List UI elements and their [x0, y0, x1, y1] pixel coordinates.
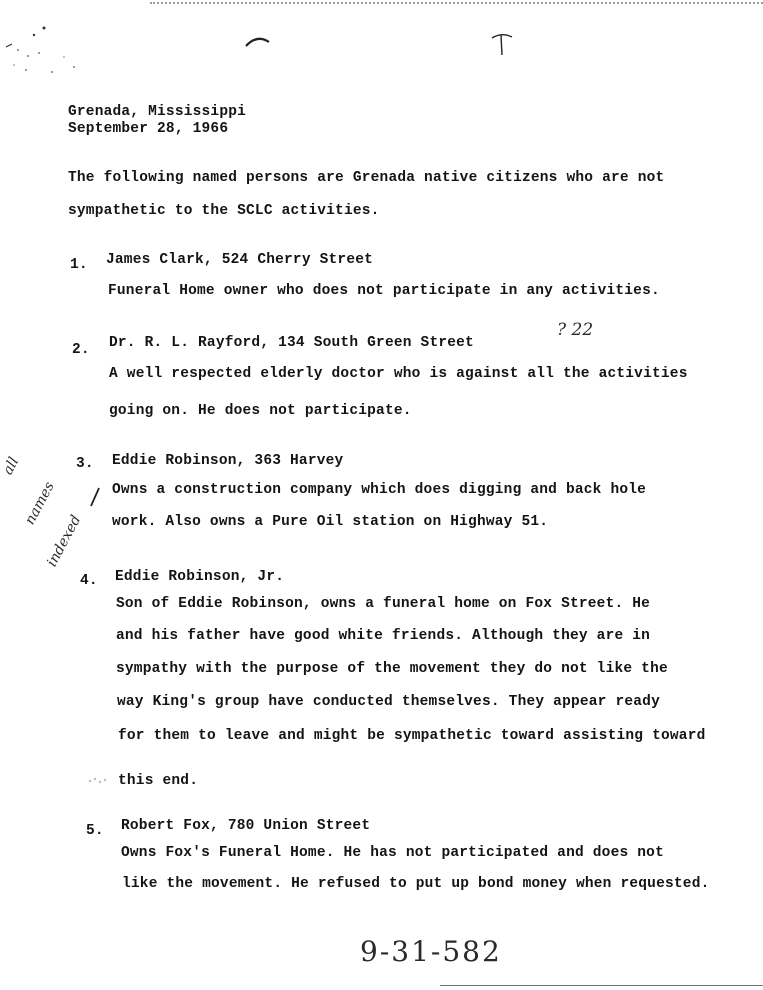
entry-number: 3.: [76, 456, 94, 472]
entry-line: this end.: [118, 773, 199, 789]
header-date: September 28, 1966: [68, 121, 229, 137]
entry-line: work. Also owns a Pure Oil station on Highway 51.: [112, 514, 549, 530]
entry-line: sympathy with the purpose of the movement they do not like the: [116, 661, 668, 677]
entry-name: James Clark, 524 Cherry Street: [106, 252, 374, 268]
entry-number: 4.: [80, 573, 98, 589]
entry-line: Owns a construction company which does digging and back hole: [112, 482, 647, 498]
entry-line: like the movement. He refused to put up bond money when requested.: [122, 876, 710, 892]
entry-name: Dr. R. L. Rayford, 134 South Green Street: [109, 335, 474, 351]
header-place: Grenada, Mississippi: [68, 104, 247, 120]
entry-number: 1.: [70, 257, 88, 273]
faded-smudge: [86, 774, 110, 788]
handwritten-slash-mark: [88, 486, 102, 508]
entry-name: Robert Fox, 780 Union Street: [121, 818, 371, 834]
punch-mark-right: [488, 30, 518, 58]
corner-specks: [4, 25, 84, 85]
entry-line: Funeral Home owner who does not participate in any activities.: [108, 283, 660, 299]
entry-line: Owns Fox's Funeral Home. He has not participated and does not: [121, 845, 664, 861]
bottom-edge-rule: [440, 985, 763, 986]
entry-number: 5.: [86, 823, 104, 839]
entry-line: way King's group have conducted themselves. They appear ready: [117, 694, 660, 710]
intro-line: The following named persons are Grenada native citizens who are not: [68, 170, 665, 186]
entry-line: Son of Eddie Robinson, owns a funeral home on Fox Street. He: [116, 596, 651, 612]
entry-line: A well respected elderly doctor who is against all the activities: [109, 366, 688, 382]
entry-line: going on. He does not participate.: [109, 403, 412, 419]
entry-number: 2.: [72, 342, 90, 358]
handwritten-margin-note: all: [0, 454, 23, 478]
entry-line: for them to leave and might be sympathetic toward assisting toward: [118, 728, 706, 744]
entry-name: Eddie Robinson, 363 Harvey: [112, 453, 344, 469]
punch-mark-left: [243, 32, 273, 52]
handwritten-margin-note: names: [22, 479, 58, 528]
entry-name: Eddie Robinson, Jr.: [115, 569, 285, 585]
top-dotted-edge: [150, 2, 763, 4]
handwritten-file-number: 9-31-582: [360, 935, 502, 968]
entry-line: and his father have good white friends. Although they are in: [116, 628, 651, 644]
handwritten-rayford-note: ? 22: [557, 320, 594, 340]
handwritten-margin-note: indexed: [44, 512, 85, 570]
intro-line: sympathetic to the SCLC activities.: [68, 203, 380, 219]
